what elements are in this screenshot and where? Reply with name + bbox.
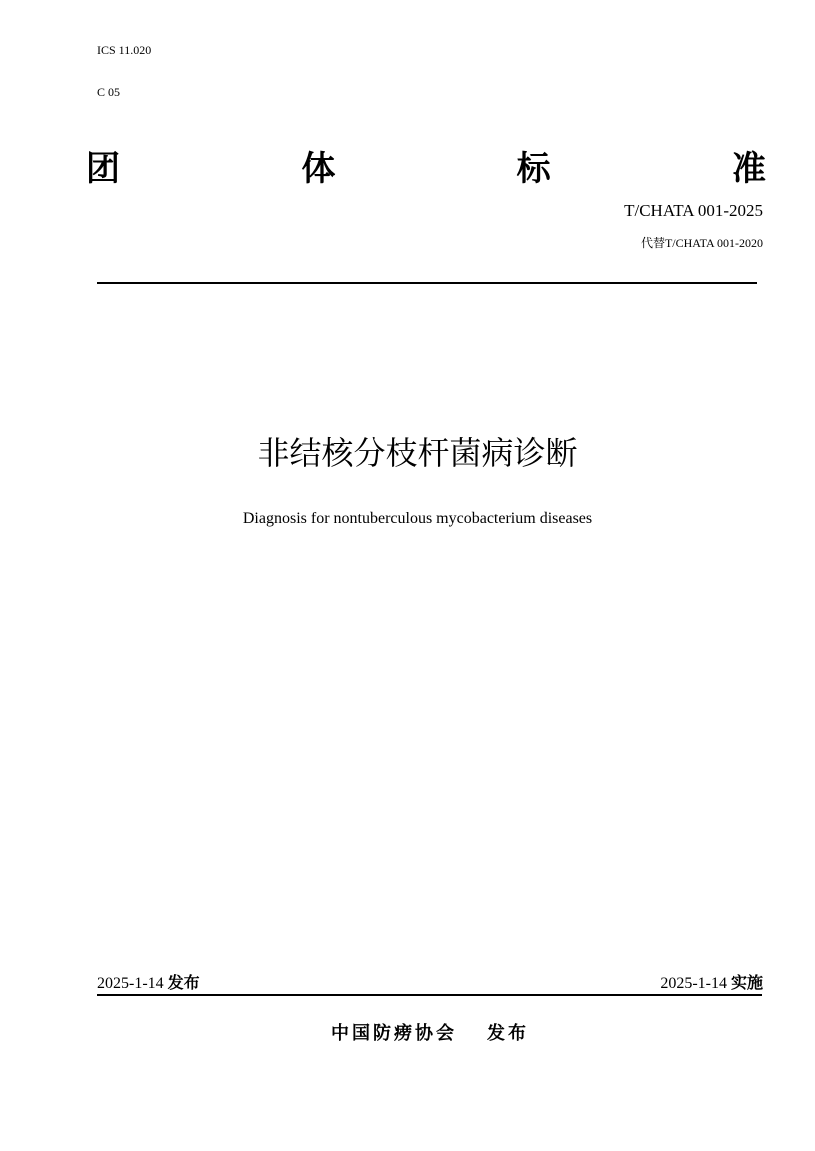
publish-date: 2025-1-14: [97, 975, 164, 992]
standard-number: T/CHATA 001-2025: [624, 201, 763, 220]
standard-type-char: 团: [86, 149, 120, 189]
publisher-line: [0, 1022, 815, 1046]
publish-label: 发布: [167, 973, 200, 992]
implement-date-line: [660, 972, 763, 995]
standard-type-heading: [86, 146, 766, 192]
standard-type-char: 标: [516, 149, 551, 189]
replaces-standard: 代替T/CHATA 001-2020: [640, 236, 763, 250]
standard-type-char: 准: [731, 149, 766, 189]
implement-label: 实施: [730, 973, 763, 992]
ics-code: ICS 11.020: [97, 43, 152, 57]
document-title-zh: 非结核分枝杆菌病诊断: [257, 434, 578, 472]
publisher-name: 中国防痨协会: [331, 1023, 457, 1044]
document-title-en: Diagnosis for nontuberculous mycobacterium diseases: [242, 510, 593, 527]
publish-date-line: [97, 972, 200, 995]
ccs-code: C 05: [97, 85, 121, 99]
footer-divider: [97, 994, 762, 996]
implement-date: 2025-1-14: [660, 975, 727, 992]
standard-type-char: 体: [301, 149, 336, 189]
publisher-label: 发布: [487, 1023, 529, 1044]
header-divider: [97, 282, 757, 284]
